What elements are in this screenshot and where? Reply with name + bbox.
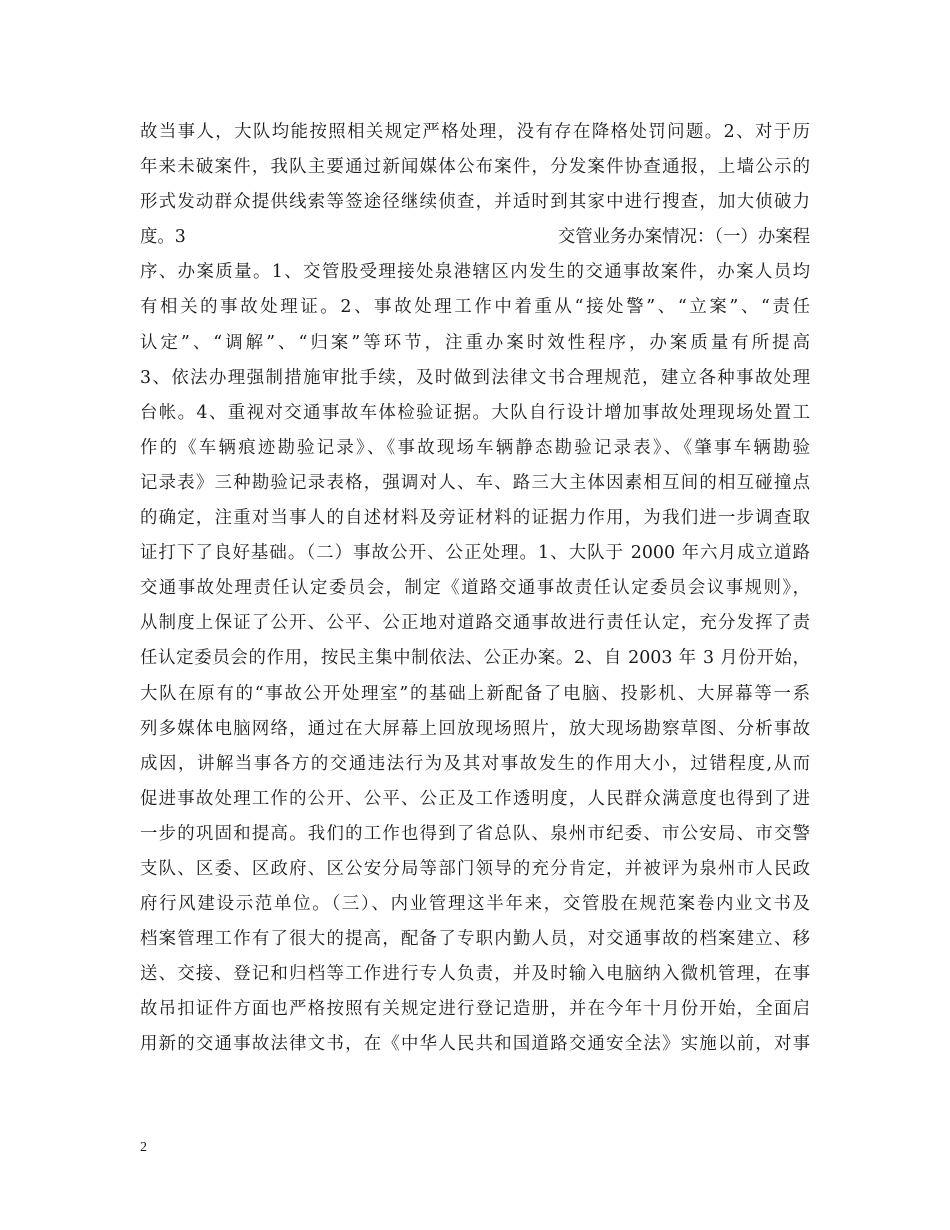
text-line: 台帐。4、重视对交通事故车体检验证据。大队自行设计增加事故处理现场处置工 [140, 402, 810, 423]
text-line: 从制度上保证了公开、公平、公正地对道路交通事故进行责任认定，充分发挥了责 [140, 613, 810, 634]
text-line: 档案管理工作有了很大的提高，配备了专职内勤人员，对交通事故的档案建立、移 [140, 929, 810, 950]
page-number: 2 [140, 1140, 147, 1155]
document-body [140, 115, 810, 1063]
text-line: 年来未破案件，我队主要通过新闻媒体公布案件，分发案件协查通报，上墙公示的 [140, 157, 810, 178]
text-line: 证打下了良好基础。（二）事故公开、公正处理。1、大队于 2000 年六月成立道路 [140, 543, 810, 564]
text-line: 支队、区委、区政府、区公安分局等部门领导的充分肯定，并被评为泉州市人民政 [140, 858, 810, 879]
text-line: 3、依法办理强制措施审批手续，及时做到法律文书合理规范，建立各种事故处理 [140, 367, 810, 388]
text-line: 认定”、“调解”、“归案”等环节，注重办案时效性程序，办案质量有所提高 [140, 332, 810, 353]
text-line: 成因，讲解当事各方的交通违法行为及其对事故发生的作用大小，过错程度,从而 [140, 753, 810, 774]
text-line: 记录表》三种勘验记录表格，强调对人、车、路三大主体因素相互间的相互碰撞点 [140, 472, 810, 493]
text-line: 交通事故处理责任认定委员会，制定《道路交通事故责任认定委员会议事规则》， [140, 578, 810, 599]
text-line: 用新的交通事故法律文书，在《中华人民共和国道路交通安全法》实施以前，对事 [140, 1034, 810, 1055]
text-line: 故吊扣证件方面也严格按照有关规定进行登记造册，并在今年十月份开始，全面启 [140, 999, 810, 1020]
text-line: 一步的巩固和提高。我们的工作也得到了省总队、泉州市纪委、市公安局、市交警 [140, 823, 810, 844]
text-line: 序、办案质量。1、交管股受理接处泉港辖区内发生的交通事故案件，办案人员均 [140, 262, 810, 283]
text-line-left: 度。3 [140, 227, 186, 248]
text-line: 有相关的事故处理证。2、事故处理工作中着重从“接处警”、“立案”、“责任 [140, 297, 810, 318]
text-line: 府行风建设示范单位。（三）、内业管理这半年来，交管股在规范案卷内业文书及 [140, 894, 810, 915]
text-line: 故当事人，大队均能按照相关规定严格处理，没有存在降格处罚问题。2、对于历 [140, 122, 810, 142]
text-line-right: 交管业务办案情况：（一）办案程 [557, 227, 810, 248]
text-line: 任认定委员会的作用，按民主集中制依法、公正办案。2、自 2003 年 3 月份开始， [140, 648, 810, 669]
text-line: 作的《车辆痕迹勘验记录》、《事故现场车辆静态勘验记录表》、《肇事车辆勘验 [140, 437, 810, 458]
text-line: 送、交接、登记和归档等工作进行专人负责，并及时输入电脑纳入微机管理，在事 [140, 964, 810, 985]
text-line: 形式发动群众提供线索等签途径继续侦查，并适时到其家中进行搜查，加大侦破力 [140, 192, 810, 213]
text-line: 大队在原有的“事故公开处理室”的基础上新配备了电脑、投影机、大屏幕等一系 [140, 683, 810, 704]
text-line: 的确定，注重对当事人的自述材料及旁证材料的证据力作用，为我们进一步调查取 [140, 508, 810, 529]
text-line: 促进事故处理工作的公开、公平、公正及工作透明度，人民群众满意度也得到了进 [140, 788, 810, 809]
text-line [140, 220, 810, 255]
text-line: 列多媒体电脑网络，通过在大屏幕上回放现场照片，放大现场勘察草图、分析事故 [140, 718, 810, 739]
